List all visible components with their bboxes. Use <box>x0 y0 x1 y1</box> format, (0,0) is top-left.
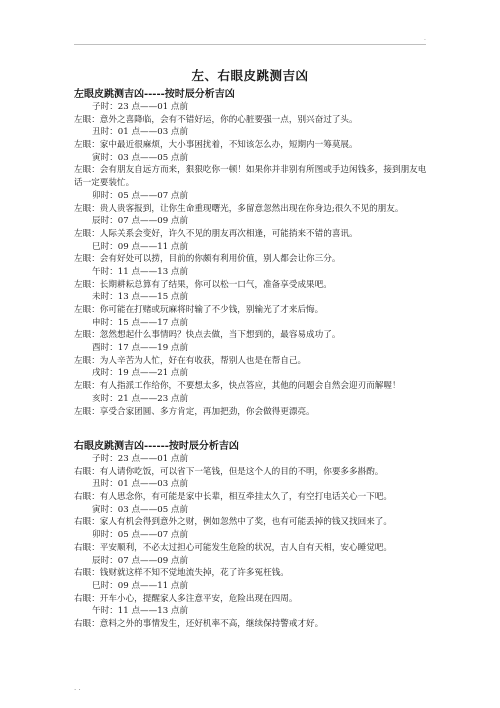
time-range-label: 午时：11 点——13 点前 <box>92 606 189 617</box>
time-range-label: 丑时：01 点——03 点前 <box>92 127 189 138</box>
time-range-label: 巳时：09 点——11 点前 <box>92 241 189 252</box>
fortune-description: 左眼：为人辛苦为人忙，好在有收获，帮别人也是在帮自己。 <box>74 355 307 366</box>
footer-corner-mark: . . <box>74 684 81 692</box>
fortune-description: 右眼：家人有机会得到意外之财，例如忽然中了奖，也有可能丢掉的钱又找回来了。 <box>74 517 392 528</box>
time-range-label: 午时：11 点——13 点前 <box>92 266 189 277</box>
fortune-description: 左眼：意外之喜降临，会有不错好运，你的心脏要强一点，别兴奋过了头。 <box>74 114 358 125</box>
left-eye-section <box>74 88 434 418</box>
fortune-description: 右眼：有人思念你，有可能是家中长辈，相互牵挂太久了，有空打电话关心一下吧。 <box>74 492 392 503</box>
time-range-label: 子时：23 点——01 点前 <box>92 454 189 464</box>
fortune-description: 左眼：享受合家团圆、多方肯定，再加把劲，你会做得更漂亮。 <box>74 406 315 417</box>
fortune-description: 左眼：会有朋友自远方而来，狠狠吃你一顿！如果你并非别有所图或手边闲钱多，接到朋友电话一定要装忙。 <box>74 165 427 189</box>
time-range-label: 卯时：05 点——07 点前 <box>92 190 189 201</box>
fortune-description: 右眼：有人请你吃饭，可以省下一笔钱，但是这个人的目的不明，你要多多斟酌。 <box>74 466 384 477</box>
fortune-description: 右眼：意料之外的事情发生，还好机率不高，继续保持警戒才好。 <box>74 618 324 629</box>
time-range-label: 巳时：09 点——11 点前 <box>92 580 189 591</box>
time-range-label: 寅时：03 点——05 点前 <box>92 504 189 515</box>
time-range-label: 卯时：05 点——07 点前 <box>92 530 189 541</box>
time-range-label: 辰时：07 点——09 点前 <box>92 216 189 227</box>
time-range-label: 申时：15 点——17 点前 <box>92 317 189 328</box>
time-range-label: 子时：23 点——01 点前 <box>92 102 189 112</box>
fortune-description: 左眼：人际关系会变好，许久不见的朋友再次相逢，可能捎来不错的喜讯。 <box>74 228 358 239</box>
fortune-description: 左眼：家中最近很麻烦，大小事困扰着，不知该怎么办，短期内一筹莫展。 <box>74 140 358 151</box>
fortune-description: 右眼：开车小心，提醒家人多注意平安，危险出现在四周。 <box>74 593 298 604</box>
right-eye-section <box>74 440 434 631</box>
fortune-description: 左眼：你可能在打赌或玩麻将时输了不少钱，别输光了才来后悔。 <box>74 305 324 316</box>
left-section-heading: 左眼皮跳测吉凶-----按时辰分析吉凶 <box>74 89 235 100</box>
time-range-label: 亥时：21 点——23 点前 <box>92 393 189 404</box>
right-section-heading: 右眼皮跳测吉凶------按时辰分析吉凶 <box>74 441 239 452</box>
fortune-description: 左眼：贵人贵客报到，让你生命重现曙光，多留意忽然出现在你身边;很久不见的朋友。 <box>74 203 404 214</box>
time-range-label: 未时：13 点——15 点前 <box>92 292 189 303</box>
fortune-description: 左眼：长期耕耘总算有了结果，你可以松一口气，准备享受成果吧。 <box>74 279 332 290</box>
fortune-description: 左眼：有人指派工作给你，不要想太多，快点答应，其他的问题会自然会迎刃而解喔！ <box>74 381 401 392</box>
time-range-label: 酉时：17 点——19 点前 <box>92 343 189 354</box>
fortune-description: 左眼：会有好处可以捞，目前的你颇有利用价值，别人都会让你三分。 <box>74 254 341 265</box>
time-range-label: 寅时：03 点——05 点前 <box>92 152 189 163</box>
fortune-description: 左眼：忽然想起什么事情吗？快点去做，当下想到的，最容易成功了。 <box>74 330 341 341</box>
time-range-label: 戌时：19 点——21 点前 <box>92 368 189 379</box>
page-title: 左、右眼皮跳测吉凶 <box>191 68 309 83</box>
time-range-label: 辰时：07 点——09 点前 <box>92 555 189 566</box>
fortune-description: 右眼：钱财就这样不知不觉地流失掉，花了许多冤枉钱。 <box>74 568 289 579</box>
header-corner-mark: . <box>424 35 426 42</box>
fortune-description: 右眼：平安顺利，不必太过担心可能发生危险的状况，吉人自有天相，安心睡觉吧。 <box>74 542 392 553</box>
time-range-label: 丑时：01 点——03 点前 <box>92 479 189 490</box>
header-rule <box>74 44 426 45</box>
